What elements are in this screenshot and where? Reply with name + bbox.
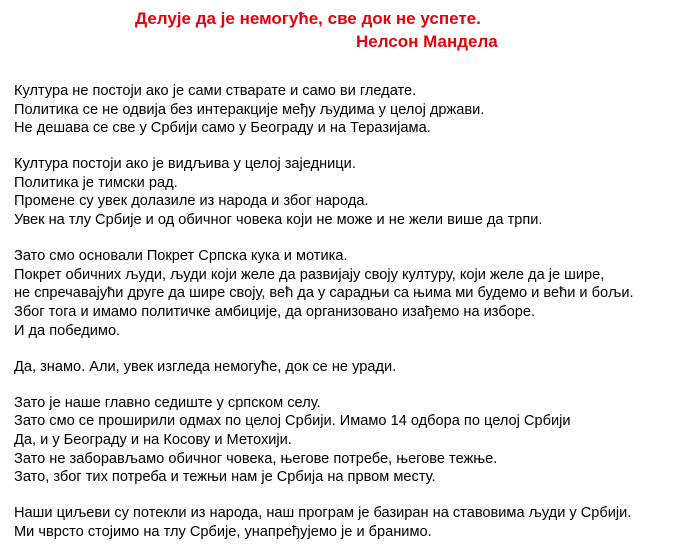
- text-line: Промене су увек долазиле из народа и због народа.: [14, 193, 369, 210]
- text-line: Ми чврсто стојимо на тлу Србије, унапређујемо је и бранимо.: [14, 523, 432, 540]
- paragraph-5: [14, 394, 682, 487]
- quote-author: Нелсон Мандела: [356, 32, 498, 51]
- body-text: [14, 82, 682, 559]
- text-line: Зато смо основали Покрет Српска кука и мотика.: [14, 248, 348, 265]
- text-line: Зато не заборављамо обичног човека, његове потребе, његове тежње.: [14, 450, 498, 467]
- text-line: Политика је тимски рад.: [14, 174, 178, 191]
- text-line: Увек на тлу Србије и од обичног човека који не може и не жели више да трпи.: [14, 212, 543, 229]
- text-line: Наши циљеви су потекли из народа, наш програм је базиран на ставовима људи у Србији.: [14, 505, 632, 522]
- text-line: Да, знамо. Али, увек изгледа немогуће, док се не уради.: [14, 358, 397, 375]
- text-line: Да, и у Београду и на Косову и Метохији.: [14, 431, 292, 448]
- text-line: Зато смо се проширили одмах по целој Србији. Имамо 14 одбора по целој Србији: [14, 413, 571, 430]
- text-line: Култура не постоји ако је сами стварате и само ви гледате.: [14, 83, 417, 99]
- text-line: Зато, због тих потреба и тежњи нам је Србија на првом месту.: [14, 469, 436, 486]
- paragraph-6: [14, 504, 682, 541]
- text-line: не спречавајући друге да шире своју, већ да у сарадњи са њима ми будемо и већи и бољи.: [14, 285, 634, 302]
- text-line: Зато је наше главно седиште у српском селу.: [14, 394, 321, 411]
- quote-text: Делује да је немогуће, све док не успете.: [135, 9, 481, 28]
- paragraph-3: [14, 247, 682, 340]
- text-line: Политика се не одвија без интеракције међу људима у целој држави.: [14, 101, 485, 118]
- text-line: Култура постоји ако је видљива у целој заједници.: [14, 156, 356, 173]
- text-line: Због тога и имамо политичке амбиције, да организовано изађемо на изборе.: [14, 303, 536, 320]
- paragraph-4: [14, 358, 682, 377]
- text-line: Не дешава се све у Србији само у Београду и на Теразијама.: [14, 120, 431, 137]
- text-line: Покрет обичних људи, људи који желе да развијају своју културу, који желе да је шире,: [14, 266, 605, 283]
- paragraph-1: [14, 82, 682, 138]
- paragraph-2: [14, 155, 682, 229]
- text-line: И да победимо.: [14, 322, 121, 339]
